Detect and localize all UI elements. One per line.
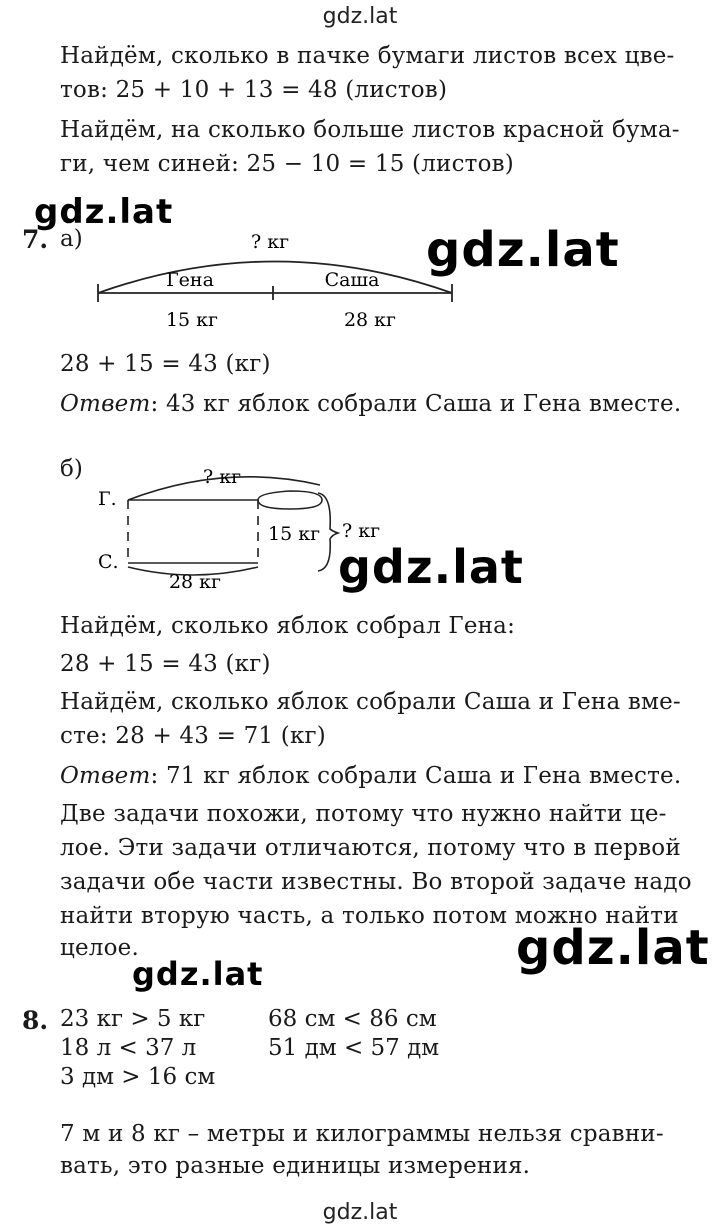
task7a-right-value: 28 кг — [343, 309, 397, 331]
intro-line-2: тов: 25 + 10 + 13 = 48 (листов) — [60, 77, 448, 103]
watermark-1: gdz.lat — [34, 192, 174, 232]
task7a-right-name: Саша — [324, 269, 380, 291]
task7a-left-name: Гена — [166, 269, 214, 291]
task7a-equation: 28 + 15 = 43 (кг) — [60, 351, 271, 377]
task8-comparison-4: 51 дм < 57 дм — [268, 1035, 440, 1061]
task7b-total-label: ? кг — [342, 520, 381, 542]
watermark-top: gdz.lat — [322, 4, 398, 29]
task8-number: 8. — [22, 1006, 49, 1035]
task7b-diagram — [90, 455, 420, 595]
task8-note-line-2: вать, это разные единицы измерения. — [60, 1153, 531, 1179]
task7b-top-label: ? кг — [202, 466, 242, 488]
task7b-line-4: сте: 28 + 43 = 71 (кг) — [60, 723, 326, 749]
task7b-line-1: Найдём, сколько яблок собрал Гена: — [60, 613, 516, 639]
task8-note-line-1: 7 м и 8 кг – метры и килограммы нельзя сравни- — [60, 1121, 664, 1147]
task7b-diff-label: 15 кг — [268, 523, 321, 545]
answer-text: : 43 кг яблок собрали Саша и Гена вместе. — [150, 391, 682, 417]
conclusion-line-3: задачи обе части известны. Во второй задаче надо — [60, 869, 692, 895]
watermark-5: gdz.lat — [132, 955, 264, 993]
answer-text: : 71 кг яблок собрали Саша и Гена вместе. — [150, 763, 682, 789]
task7b-line-3: Найдём, сколько яблок собрали Саша и Гена вме- — [60, 689, 681, 715]
task7b-g-label: Г. — [98, 488, 117, 510]
task8-comparison-2: 68 см < 86 см — [268, 1006, 437, 1032]
watermark-4: gdz.lat — [516, 920, 710, 976]
task7a-left-value: 15 кг — [165, 309, 219, 331]
task7b-s-label: С. — [98, 551, 119, 573]
conclusion-line-1: Две задачи похожи, потому что нужно найти це- — [60, 801, 667, 827]
task7a-total-label: ? кг — [250, 231, 290, 253]
task7b-base-label: 28 кг — [168, 571, 222, 593]
answer-label: Ответ — [60, 391, 151, 417]
task8-comparison-5: 3 дм > 16 см — [60, 1064, 216, 1090]
task7a-answer — [60, 388, 710, 420]
conclusion-line-4: найти вторую часть, а только потом можно найти — [60, 903, 679, 929]
answer-label: Ответ — [60, 763, 151, 789]
task7a-diagram — [80, 220, 480, 340]
task8-comparison-3: 18 л < 37 л — [60, 1035, 197, 1061]
watermark-3: gdz.lat — [338, 540, 524, 594]
watermark-2: gdz.lat — [426, 222, 620, 278]
watermark-bottom: gdz.lat — [322, 1200, 398, 1225]
conclusion-line-5: целое. — [60, 935, 139, 961]
intro-line-1: Найдём, сколько в пачке бумаги листов всех цве- — [60, 43, 675, 69]
task7b-answer — [60, 760, 710, 792]
task7-number: 7. — [22, 225, 49, 254]
conclusion-line-2: лое. Эти задачи отличаются, потому что в первой — [60, 835, 681, 861]
task7b-label: б) — [60, 456, 83, 482]
task7b-line-2: 28 + 15 = 43 (кг) — [60, 651, 271, 677]
intro-line-3: Найдём, на сколько больше листов красной бума- — [60, 117, 680, 143]
task7a-label: а) — [60, 226, 83, 252]
intro-line-4: ги, чем синей: 25 − 10 = 15 (листов) — [60, 151, 514, 177]
task8-comparison-1: 23 кг > 5 кг — [60, 1006, 206, 1032]
